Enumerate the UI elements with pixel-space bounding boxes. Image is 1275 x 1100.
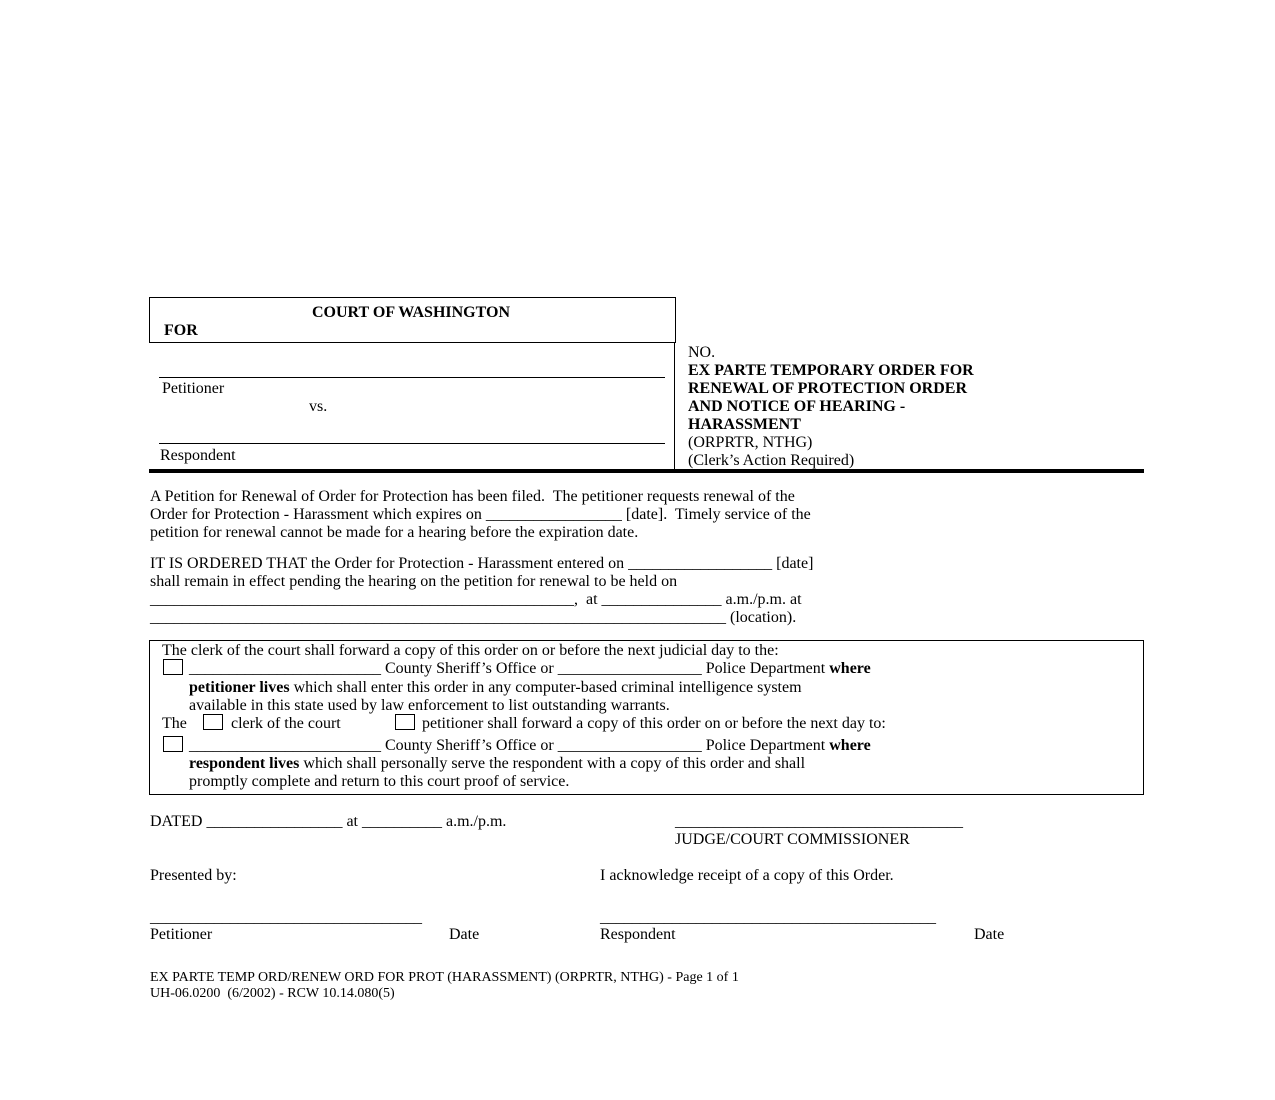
- ordered-line-4: ________________________________________________________________________ (location).: [150, 609, 797, 626]
- the-label: The: [162, 715, 187, 732]
- footer-form-title: EX PARTE TEMP ORD/RENEW ORD FOR PROT (HARASSMENT) (ORPRTR, NTHG) - Page 1 of 1: [150, 970, 739, 985]
- respondent-county-text: ________________________ County Sheriff’s Office or __________________ Police Department: [189, 737, 830, 754]
- document-title-line-2: RENEWAL OF PROTECTION ORDER: [688, 380, 967, 397]
- judge-label: JUDGE/COURT COMMISSIONER: [675, 831, 910, 848]
- petitioner-forward-checkbox[interactable]: [395, 714, 415, 730]
- petitioner-date-label: Date: [449, 926, 480, 943]
- petitioner-lives-row: [189, 679, 802, 697]
- footer-form-number: UH-06.0200 (6/2002) - RCW 10.14.080(5): [150, 986, 395, 1001]
- court-name: COURT OF WASHINGTON: [312, 304, 510, 321]
- respondent-lives-cont: which shall personally serve the respondent with a copy of this order and shall: [299, 755, 806, 772]
- ordered-line-1: IT IS ORDERED THAT the Order for Protection - Harassment entered on __________________ [date]: [150, 555, 814, 572]
- respondent-date-label: Date: [974, 926, 1005, 943]
- respondent-lives-text: respondent lives: [189, 755, 300, 772]
- petitioner-county-row: [189, 660, 871, 678]
- presented-by-label: Presented by:: [150, 867, 237, 884]
- document-title-line-4: HARASSMENT: [688, 416, 801, 433]
- respondent-county-checkbox[interactable]: [163, 736, 183, 752]
- dated-line: DATED _________________ at __________ a.m./p.m.: [150, 813, 507, 830]
- respondent-lives-row: [189, 755, 805, 773]
- clerk-forward-text: The clerk of the court shall forward a copy of this order on or before the next judicial day to the:: [162, 642, 779, 659]
- document-title-line-3: AND NOTICE OF HEARING -: [688, 398, 906, 415]
- petitioner-lives-text: petitioner lives: [189, 679, 290, 696]
- respondent-county-row: [189, 737, 871, 755]
- intro-line-2: Order for Protection - Harassment which expires on _________________ [date]. Timely service of the: [150, 506, 811, 523]
- petitioner-name-line[interactable]: [159, 377, 665, 378]
- petitioner-forward-label: petitioner shall forward a copy of this order on or before the next day to:: [422, 715, 886, 732]
- respondent-signature-label: Respondent: [600, 926, 676, 943]
- ordered-line-2: shall remain in effect pending the hearing on the petition for renewal to be held on: [150, 573, 678, 590]
- petitioner-signature-label: Petitioner: [150, 926, 213, 943]
- petitioner-lives-cont: which shall enter this order in any computer-based criminal intelligence system: [289, 679, 802, 696]
- case-number-label: NO.: [688, 344, 716, 361]
- respondent-signature-line[interactable]: __________________________________________: [600, 909, 936, 926]
- clerk-of-court-label: clerk of the court: [231, 715, 341, 732]
- petitioner-county-text: ________________________ County Sheriff’s Office or __________________ Police Department: [189, 660, 830, 677]
- respondent-label: Respondent: [160, 447, 236, 464]
- court-for-label: FOR: [164, 322, 198, 339]
- petitioner-county-checkbox[interactable]: [163, 659, 183, 675]
- intro-line-3: petition for renewal cannot be made for a hearing before the expiration date.: [150, 524, 639, 541]
- caption-divider: [149, 469, 1144, 473]
- petitioner-where-text: where: [829, 660, 871, 677]
- vs-label: vs.: [309, 398, 328, 415]
- ordered-line-3: _____________________________________________________, at _______________ a.m./p.m. at: [150, 591, 802, 608]
- petitioner-label: Petitioner: [162, 380, 225, 397]
- document-title-line-1: EX PARTE TEMPORARY ORDER FOR: [688, 362, 974, 379]
- petitioner-signature-line[interactable]: __________________________________: [150, 909, 422, 926]
- clerk-of-court-checkbox[interactable]: [203, 714, 223, 730]
- respondent-where-text: where: [829, 737, 871, 754]
- document-codes: (ORPRTR, NTHG): [688, 434, 813, 451]
- proof-of-service-line: promptly complete and return to this court proof of service.: [189, 773, 570, 790]
- judge-signature-line[interactable]: ____________________________________: [675, 813, 963, 830]
- respondent-name-line[interactable]: [159, 443, 665, 444]
- acknowledge-receipt-text: I acknowledge receipt of a copy of this Order.: [600, 867, 894, 884]
- intro-line-1: A Petition for Renewal of Order for Protection has been filed. The petitioner requests renewal of the: [150, 488, 795, 505]
- clerk-action-note: (Clerk’s Action Required): [688, 452, 855, 469]
- warrants-line: available in this state used by law enforcement to list outstanding warrants.: [189, 697, 670, 714]
